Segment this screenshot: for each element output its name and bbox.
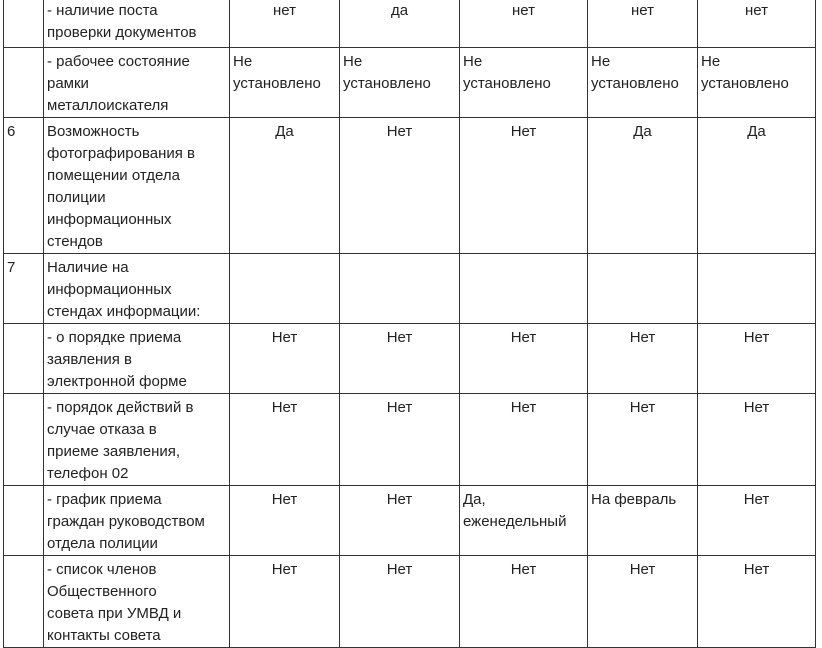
table-row xyxy=(4,394,816,486)
row-label-cell: - наличие поста проверки документов xyxy=(44,0,230,48)
value-cell: нет xyxy=(230,0,340,48)
value-cell xyxy=(340,254,460,324)
row-number-cell xyxy=(4,394,44,486)
value-cell: Нет xyxy=(460,556,588,648)
value-cell: Нет xyxy=(588,394,698,486)
value-cell: Нет xyxy=(340,118,460,254)
value-cell: Нет xyxy=(588,556,698,648)
value-cell: Нет xyxy=(230,486,340,556)
value-cell: да xyxy=(340,0,460,48)
value-cell: Не установлено xyxy=(460,48,588,118)
row-label-cell: - рабочее состояние рамки металлоискателя xyxy=(44,48,230,118)
row-label-cell: - график приема граждан руководством отдела полиции xyxy=(44,486,230,556)
value-cell: Нет xyxy=(698,556,816,648)
value-cell: Не установлено xyxy=(230,48,340,118)
value-cell: нет xyxy=(460,0,588,48)
value-cell: Нет xyxy=(698,394,816,486)
table-row xyxy=(4,0,816,48)
value-cell: Да xyxy=(588,118,698,254)
inspection-table xyxy=(3,0,816,648)
value-cell: Нет xyxy=(230,324,340,394)
row-label-cell: - список членов Общественного совета при УМВД и контакты совета xyxy=(44,556,230,648)
value-cell: Нет xyxy=(460,118,588,254)
value-cell xyxy=(460,254,588,324)
value-cell: Нет xyxy=(230,556,340,648)
table-row xyxy=(4,556,816,648)
value-cell: Нет xyxy=(340,556,460,648)
row-number-cell xyxy=(4,324,44,394)
row-number-cell xyxy=(4,556,44,648)
value-cell: Нет xyxy=(340,324,460,394)
table-row xyxy=(4,486,816,556)
value-cell xyxy=(698,254,816,324)
row-number-cell xyxy=(4,486,44,556)
row-label-cell: Наличие на информационных стендах информации: xyxy=(44,254,230,324)
value-cell: Не установлено xyxy=(588,48,698,118)
table-row xyxy=(4,254,816,324)
table-row xyxy=(4,118,816,254)
value-cell: нет xyxy=(588,0,698,48)
value-cell: Да, еженедельный xyxy=(460,486,588,556)
table-row xyxy=(4,324,816,394)
value-cell: Нет xyxy=(460,394,588,486)
value-cell: Да xyxy=(698,118,816,254)
table-row xyxy=(4,48,816,118)
value-cell: Нет xyxy=(460,324,588,394)
value-cell: На февраль xyxy=(588,486,698,556)
row-label-cell: Возможность фотографирования в помещении отдела полиции информационных стендов xyxy=(44,118,230,254)
value-cell: нет xyxy=(698,0,816,48)
row-number-cell xyxy=(4,48,44,118)
value-cell xyxy=(588,254,698,324)
row-number-cell xyxy=(4,0,44,48)
value-cell: Нет xyxy=(588,324,698,394)
value-cell: Не установлено xyxy=(698,48,816,118)
row-label-cell: - порядок действий в случае отказа в приеме заявления, телефон 02 xyxy=(44,394,230,486)
row-number-cell: 6 xyxy=(4,118,44,254)
value-cell: Нет xyxy=(230,394,340,486)
value-cell xyxy=(230,254,340,324)
value-cell: Нет xyxy=(698,324,816,394)
value-cell: Не установлено xyxy=(340,48,460,118)
value-cell: Да xyxy=(230,118,340,254)
row-number-cell: 7 xyxy=(4,254,44,324)
row-label-cell: - о порядке приема заявления в электронной форме xyxy=(44,324,230,394)
value-cell: Нет xyxy=(698,486,816,556)
value-cell: Нет xyxy=(340,486,460,556)
value-cell: Нет xyxy=(340,394,460,486)
